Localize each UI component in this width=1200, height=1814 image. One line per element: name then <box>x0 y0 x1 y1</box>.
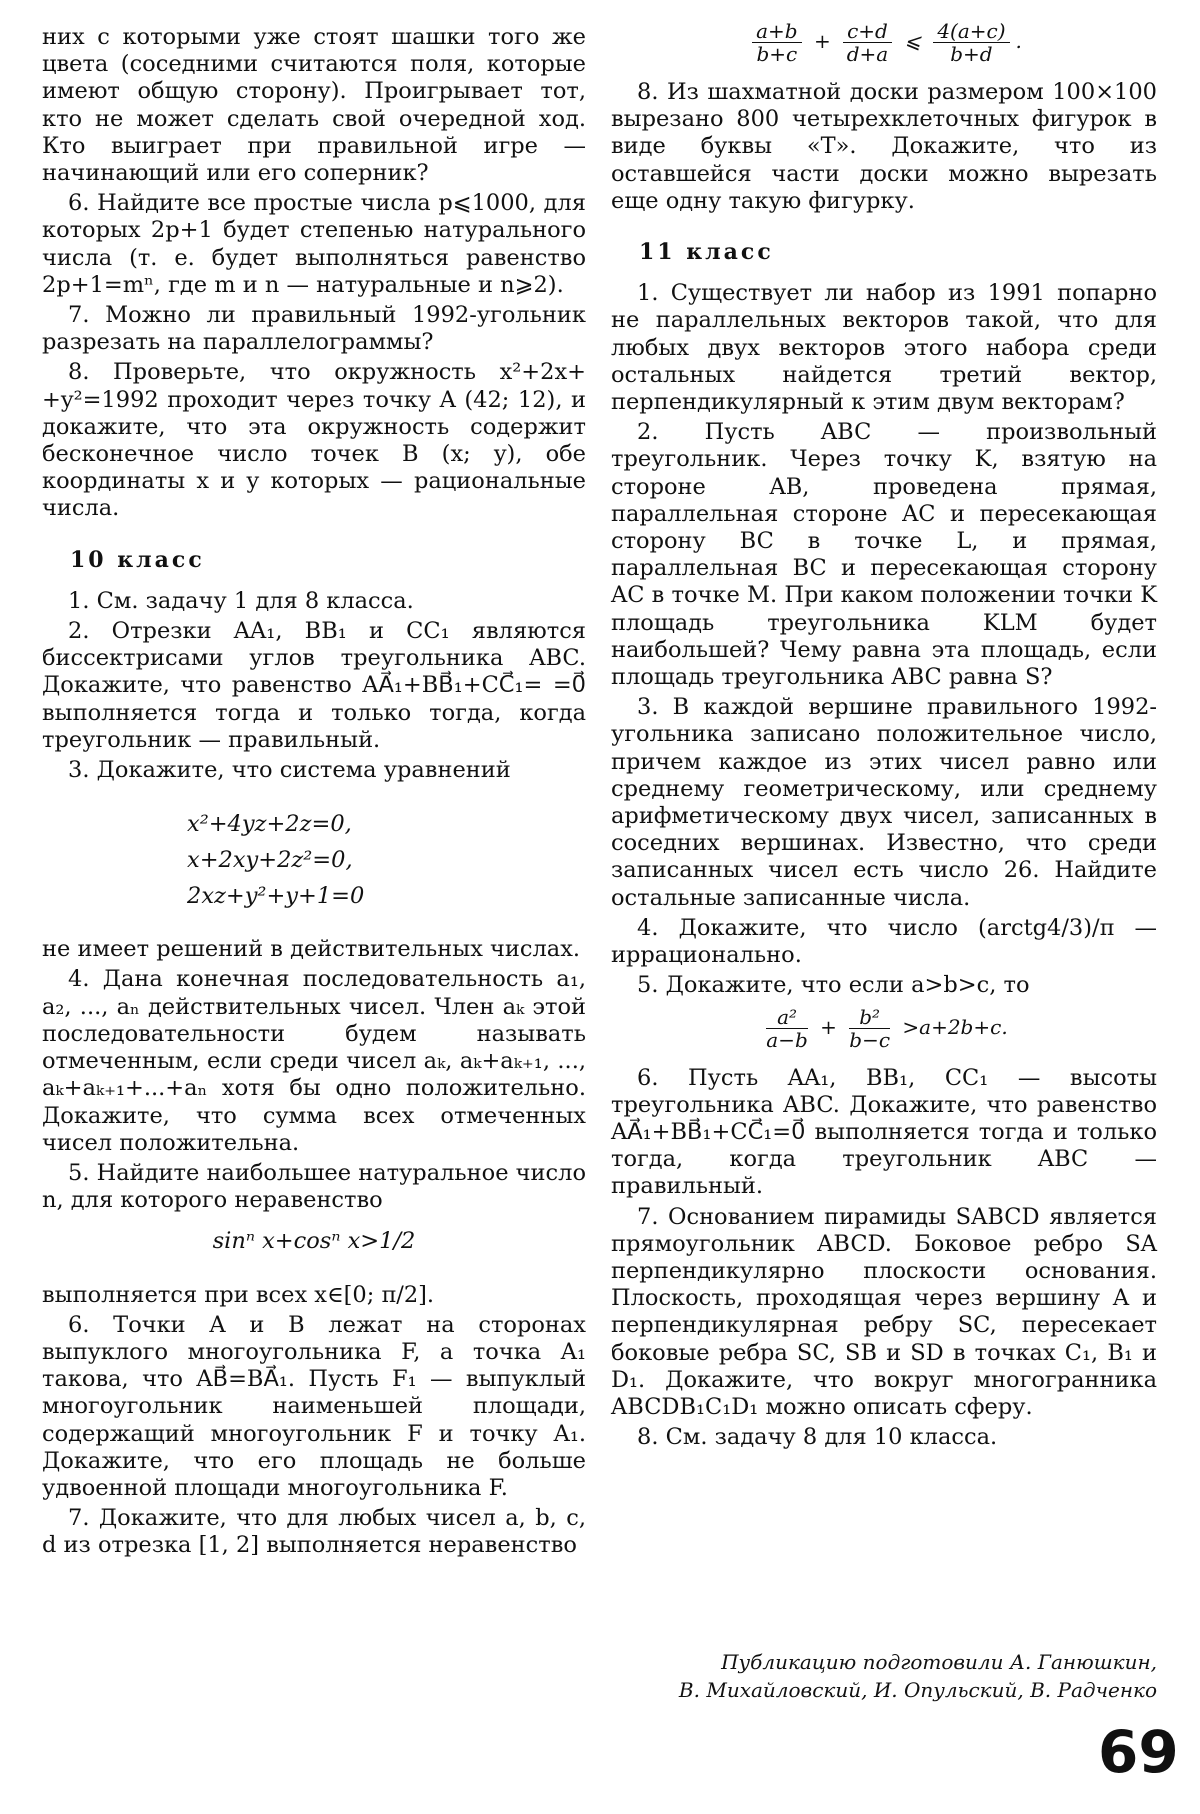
fraction <box>843 20 892 65</box>
inequality-10-7 <box>611 20 1157 65</box>
problem-text: них с которыми уже стоят шашки того же цвета (соседними считаются поля, которые имеют общую сторону). Проигрывает тот, кто не может сделать свой очередной ход. Кто выиграет при правильной игре — начинающий или его соперник? <box>42 24 586 187</box>
problem-10-3-tail: не имеет решений в действительных числах. <box>42 936 581 963</box>
problem-11-1: 1. Существует ли набор из 1991 попарно не параллельных векторов такой, что для любых двух векторов этого набора среди остальных найдется третий вектор, перпендикулярный к этим двум векторам? <box>611 280 1157 416</box>
problem-10-6: 6. Точки A и B лежат на сторонах выпуклого многоугольника F, а точка A₁ такова, что AB⃗=BA⃗₁. Пусть F₁ — выпуклый многоугольник наименьшей площади, содержащий многоугольник F и точку A₁. Докажите, что его площадь не больше удвоенной площади многоугольника F. <box>42 1311 586 1501</box>
period: . <box>1015 29 1022 53</box>
fraction <box>933 20 1009 65</box>
denominator: a−b <box>766 1027 808 1052</box>
numerator: a² <box>766 1006 807 1029</box>
numerator: c+d <box>843 20 892 43</box>
fraction <box>752 20 801 65</box>
problem-11-2: 2. Пусть ABC — произвольный треугольник. Через точку K, взятую на стороне AB, проведена прямая, параллельная стороне AC и пересекающая сторону BC в точке L, и прямая, параллельная BC и пересекающая сторону AC в точке M. При каком положении точки K площадь треугольника KLM будет наибольшей? Чему равна эта площадь, если площадь треугольника ABC равна S? <box>611 419 1157 691</box>
section-heading-10: 10 класс <box>70 546 205 573</box>
problem-10-5-tail: выполняется при всех x∈[0; π/2]. <box>42 1281 435 1308</box>
problem-9-6: 6. Найдите все простые числа p⩽1000, для которых 2p+1 будет степенью натурального числа (т. е. будет выполняться равенство 2p+1=mⁿ, где m и n — натуральные и n⩾2). <box>42 190 586 298</box>
numerator: a+b <box>752 20 801 43</box>
problem-10-7: 7. Докажите, что для любых чисел a, b, c, d из отрезка [1, 2] выполняется неравенство <box>42 1505 586 1559</box>
problem-10-2: 2. Отрезки AA₁, BB₁ и CC₁ являются биссектрисами углов треугольника ABC. Докажите, что равенство AA⃗₁+BB⃗₁+CC⃗₁= =0⃗ выполняется тогда и только тогда, когда треугольник — правильный. <box>42 618 586 753</box>
relation-sign: ⩽ <box>904 29 921 53</box>
problem-11-3: 3. В каждой вершине правильного 1992-угольника записано положительное число, причем каждое из этих чисел равно или среднему геометрическому, или среднему арифметическому двух чисел, записанных в соседних вершинах. Известно, что среди записанных чисел есть число 26. Найдите остальные записанные числа. <box>611 694 1157 911</box>
fraction <box>766 1006 807 1051</box>
credits <box>611 1648 1157 1704</box>
problem-10-5: 5. Найдите наибольшее натуральное число n, для которого неравенство <box>42 1159 586 1214</box>
inequality-11-5 <box>611 1006 1157 1051</box>
denominator: b−c <box>849 1027 891 1052</box>
fraction <box>849 1006 890 1051</box>
problem-11-4: 4. Докажите, что число (arctg4/3)/π — иррационально. <box>611 914 1157 969</box>
problem-9-7: 7. Можно ли правильный 1992-угольник разрезать на параллелограммы? <box>42 302 586 356</box>
denominator: b+c <box>756 42 798 66</box>
inequality-rest: >a+2b+c. <box>902 1014 1008 1039</box>
problem-11-8: 8. См. задачу 8 для 10 класса. <box>637 1424 998 1451</box>
problem-10-4: 4. Дана конечная последовательность a₁, a₂, ..., aₙ действительных чисел. Член aₖ этой последовательности будем называть отмеченным, если среди чисел aₖ, aₖ+aₖ₊₁, ..., aₖ+aₖ₊₁+...+aₙ хотя бы одно положительно. Докажите, что сумма всех отмеченных чисел положительна. <box>42 966 586 1156</box>
credits-line-2: В. Михайловский, И. Опульский, В. Радченко <box>678 1678 1157 1702</box>
denominator: d+a <box>846 42 889 66</box>
section-heading-11: 11 класс <box>639 239 774 266</box>
problem-10-3: 3. Докажите, что система уравнений <box>68 757 511 784</box>
left-column <box>42 24 586 1563</box>
equation-2: x+2xy+2z²=0, <box>187 847 353 874</box>
equation-3: 2xz+y²+y+1=0 <box>187 883 365 910</box>
denominator: b+d <box>950 42 993 66</box>
problem-9-8: 8. Проверьте, что окружность x²+2x+ +y²=1992 проходит через точку A (42; 12), и докажите, что эта окружность содержит бесконечное число точек B (x; y), обе координаты x и y которых — рациональные числа. <box>42 359 586 522</box>
problem-11-6: 6. Пусть AA₁, BB₁, CC₁ — высоты треугольника ABC. Докажите, что равенство AA⃗₁+BB⃗₁+CC⃗₁=0⃗ выполняется тогда и только тогда, когда треугольник ABC — правильный. <box>611 1064 1157 1200</box>
problem-11-5: 5. Докажите, что если a>b>c, то <box>637 972 1030 999</box>
plus-sign: + <box>820 1014 837 1039</box>
numerator: b² <box>849 1006 890 1029</box>
problem-11-7: 7. Основанием пирамиды SABCD является прямоугольник ABCD. Боковое ребро SA перпендикулярно плоскости основания. Плоскость, проходящая через вершину A и перпендикулярная ребру SC, пересекает боковые ребра SC, SB и SD в точках C₁, B₁ и D₁. Докажите, что вокруг многогранника ABCDB₁C₁D₁ можно описать сферу. <box>611 1203 1157 1420</box>
right-column <box>611 19 1157 1454</box>
problem-10-8: 8. Из шахматной доски размером 100×100 вырезано 800 четырехклеточных фигурок в виде буквы «Т». Докажите, что из оставшейся части доски можно вырезать еще одну такую фигурку. <box>611 79 1157 214</box>
equation-system <box>187 806 586 914</box>
equation-1: x²+4yz+2z=0, <box>187 811 352 838</box>
credits-line-1: Публикацию подготовили А. Ганюшкин, <box>721 1650 1157 1674</box>
problem-10-1: 1. См. задачу 1 для 8 класса. <box>68 587 414 614</box>
inequality-10-5: sinⁿ x+cosⁿ x>1/2 <box>212 1228 416 1255</box>
plus-sign: + <box>813 29 831 53</box>
page-number: 69 <box>1098 1718 1179 1786</box>
numerator: 4(a+c) <box>933 20 1009 43</box>
